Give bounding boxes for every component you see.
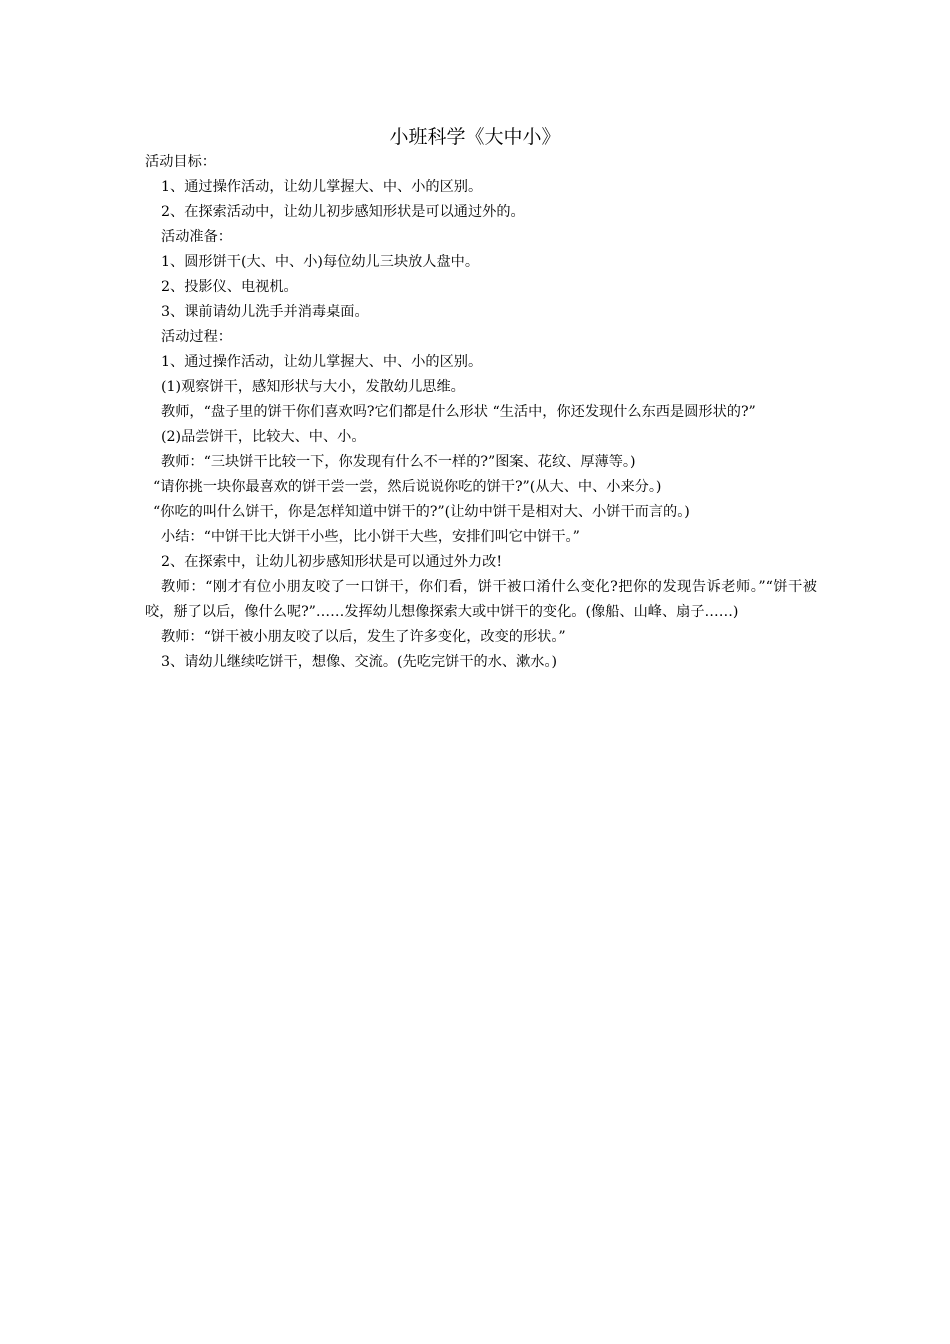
section-heading-process: 活动过程： <box>161 329 232 345</box>
paragraph: 教师：“刚才有位小朋友咬了一口饼干，你们看，饼干被口淆什么变化?把你的发现告诉老师。”“饼干被咬，掰了以后，像什么呢?”……发挥幼儿想像探索大或中饼干的变化。(像船、山峰、扇子……) <box>145 579 817 620</box>
paragraph: 1、通过操作活动，让幼儿掌握大、中、小的区别。 <box>161 354 483 370</box>
paragraph: “请你挑一块你最喜欢的饼干尝一尝，然后说说你吃的饼干?”(从大、中、小来分。) <box>153 479 662 495</box>
paragraph: 小结：“中饼干比大饼干小些，比小饼干大些，安排们叫它中饼干。” <box>161 529 580 545</box>
paragraph: 教师：“饼干被小朋友咬了以后，发生了许多变化，改变的形状。” <box>161 629 566 645</box>
section-heading-preparation: 活动准备： <box>161 229 232 245</box>
paragraph: 教师：“三块饼干比较一下，你发现有什么不一样的?”图案、花纹、厚薄等。) <box>161 454 636 470</box>
paragraph: 教师，“盘子里的饼干你们喜欢吗?它们都是什么形状 “生活中，你还发现什么东西是圆形状的?” <box>161 404 756 420</box>
paragraph: (2)品尝饼干，比较大、中、小。 <box>161 429 366 445</box>
document-title: 小班科学《大中小》 <box>389 126 561 148</box>
paragraph: 3、课前请幼儿洗手并消毒桌面。 <box>161 304 369 320</box>
paragraph: 3、请幼儿继续吃饼干，想像、交流。(先吃完饼干的水、漱水。) <box>161 654 558 670</box>
paragraph: 2、投影仪、电视机。 <box>161 279 298 295</box>
paragraph: 2、在探索活动中，让幼儿初步感知形状是可以通过外的。 <box>161 204 525 220</box>
document-body <box>145 150 817 675</box>
paragraph: 2、在探索中，让幼儿初步感知形状是可以通过外力改! <box>161 554 503 570</box>
paragraph: “你吃的叫什么饼干，你是怎样知道中饼干的?”(让幼中饼干是相对大、小饼干而言的。) <box>153 504 690 520</box>
paragraph: 1、通过操作活动，让幼儿掌握大、中、小的区别。 <box>161 179 483 195</box>
paragraph: 1、圆形饼干(大、中、小)每位幼儿三块放人盘中。 <box>161 254 480 270</box>
section-heading-goals: 活动目标： <box>145 154 216 170</box>
paragraph: (1)观察饼干，感知形状与大小，发散幼儿思维。 <box>161 379 465 395</box>
